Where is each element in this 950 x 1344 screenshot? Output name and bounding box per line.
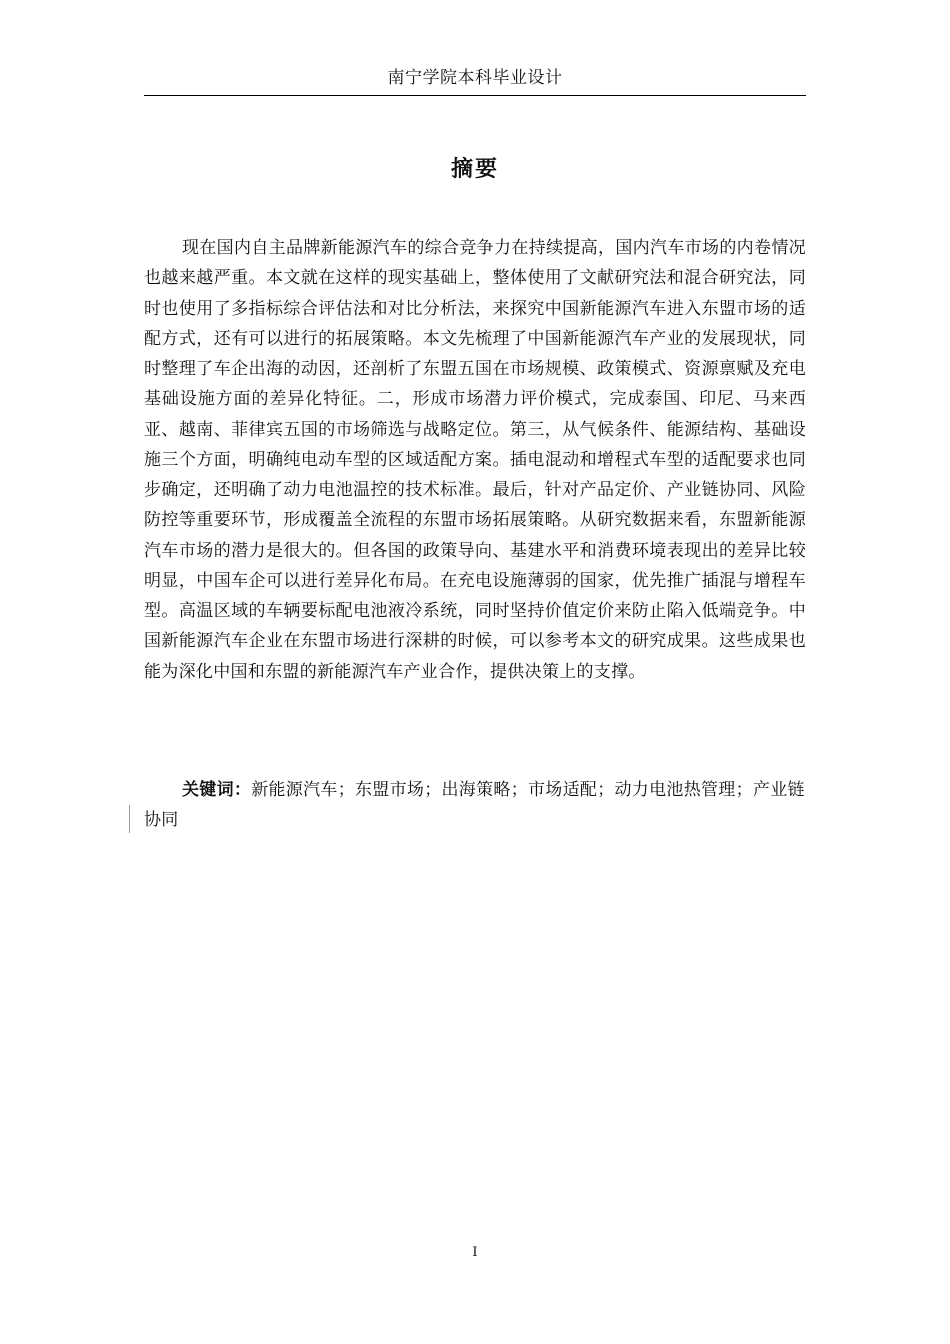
running-header: 南宁学院本科毕业设计 [387, 68, 563, 88]
margin-change-bar [129, 805, 130, 833]
abstract-paragraph: 现在国内自主品牌新能源汽车的综合竞争力在持续提高，国内汽车市场的内卷情况也越来越严重。本文就在这样的现实基础上，整体使用了文献研究法和混合研究法，同时也使用了多指标综合评估法和对比分析法，来探究中国新能源汽车进入东盟市场的适配方式，还有可以进行的拓展策略。本文先梳理了中国新能源汽车产业的发展现状，同时整理了车企出海的动因，还剖析了东盟五国在市场规模、政策模式、资源禀赋及充电基础设施方面的差异化特征。二，形成市场潜力评价模式，完成泰国、印尼、马来西亚、越南、菲律宾五国的市场筛选与战略定位。第三，从气候条件、能源结构、基础设施三个方面，明确纯电动车型的区域适配方案。插电混动和增程式车型的适配要求也同步确定，还明确了动力电池温控的技术标准。最后，针对产品定价、产业链协同、风险防控等重要环节，形成覆盖全流程的东盟市场拓展策略。从研究数据来看，东盟新能源汽车市场的潜力是很大的。但各国的政策导向、基建水平和消费环境表现出的差异比较明显，中国车企可以进行差异化布局。在充电设施薄弱的国家，优先推广插混与增程车型。高温区域的车辆要标配电池液冷系统，同时坚持价值定价来防止陷入低端竞争。中国新能源汽车企业在东盟市场进行深耕的时候，可以参考本文的研究成果。这些成果也能为深化中国和东盟的新能源汽车产业合作，提供决策上的支撑。 [144, 238, 806, 682]
keywords-line [144, 775, 806, 835]
keywords-text: 新能源汽车；东盟市场；出海策略；市场适配；动力电池热管理；产业链协同 [144, 780, 805, 830]
abstract-title: 摘要 [450, 157, 499, 182]
page-number: I [472, 1245, 478, 1260]
keywords-label: 关键词： [182, 780, 252, 800]
header-divider [144, 95, 806, 96]
